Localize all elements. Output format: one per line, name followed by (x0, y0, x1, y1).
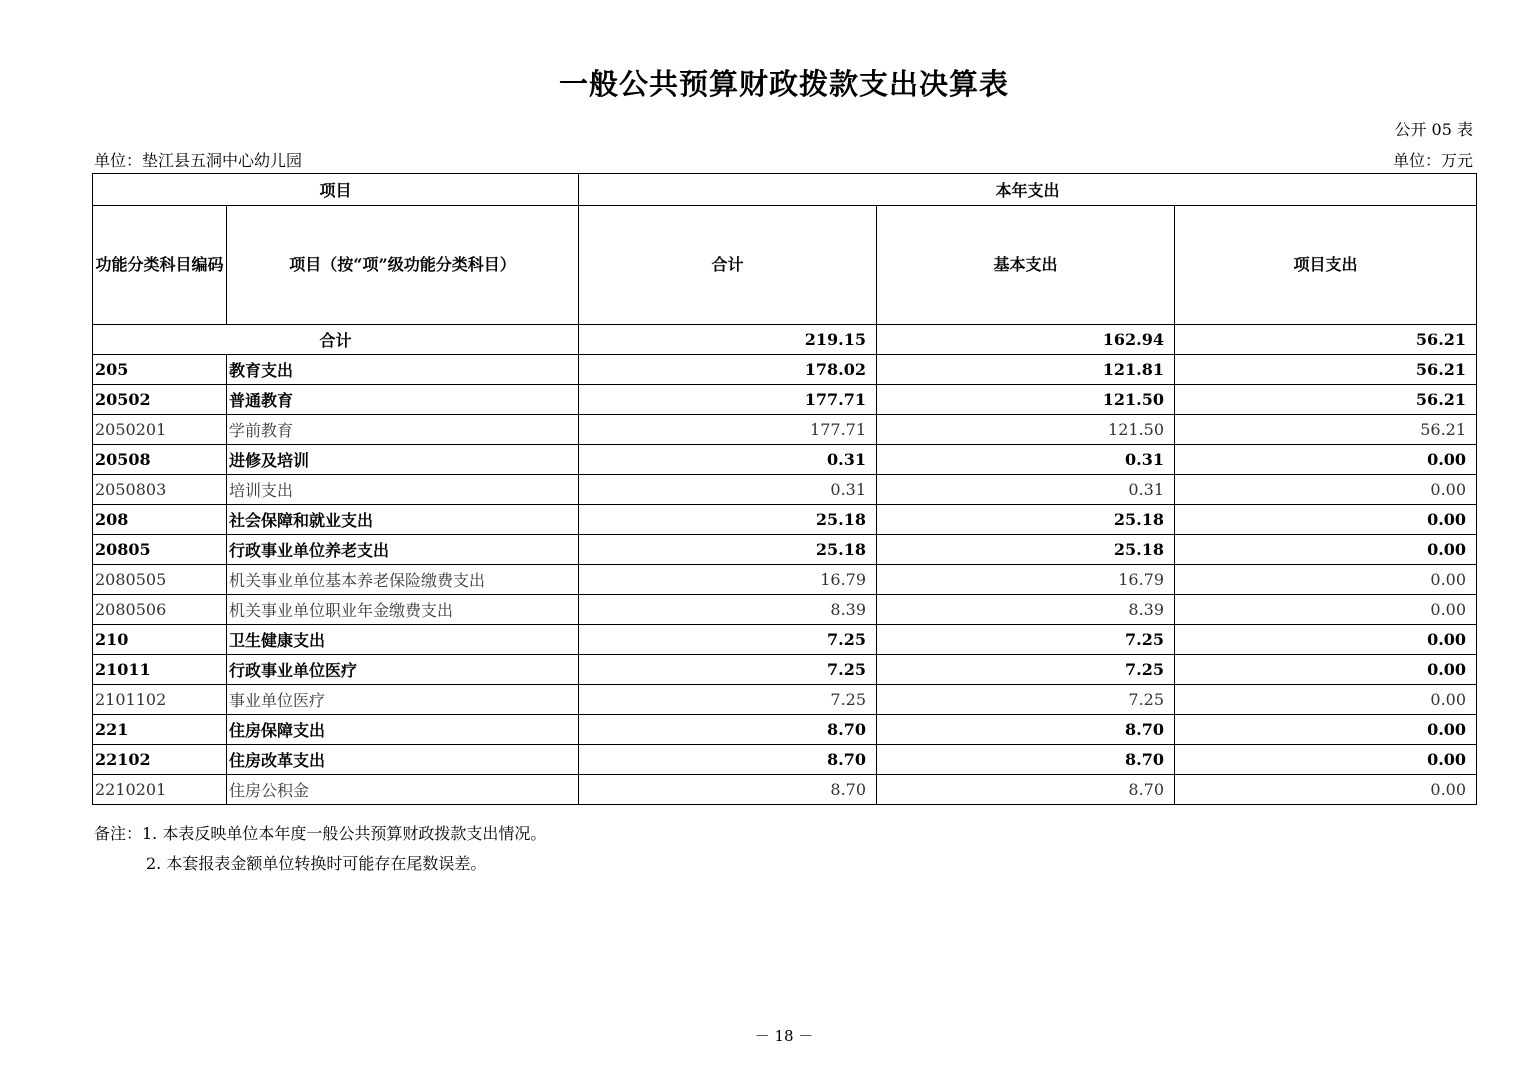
cell-code: 205 (93, 355, 227, 385)
cell-total: 8.70 (579, 715, 877, 745)
cell-project: 0.00 (1175, 505, 1477, 535)
cell-item-name: 住房公积金 (227, 775, 579, 805)
total-sum: 219.15 (579, 325, 877, 355)
header-basic: 基本支出 (877, 206, 1175, 325)
cell-code: 2050803 (93, 475, 227, 505)
table-row (93, 415, 1477, 445)
cell-item-name: 社会保障和就业支出 (227, 505, 579, 535)
table-row (93, 595, 1477, 625)
cell-code: 22102 (93, 745, 227, 775)
organization-unit: 单位：垫江县五洞中心幼儿园 (94, 151, 303, 170)
header-code: 功能分类科目编码 (93, 206, 227, 325)
table-row (93, 655, 1477, 685)
cell-project: 0.00 (1175, 535, 1477, 565)
table-row (93, 625, 1477, 655)
form-number: 公开 05 表 (1394, 120, 1473, 139)
page-number: － 18 － (754, 1027, 814, 1045)
table-row (93, 775, 1477, 805)
note-1: 备注：1. 本表反映单位本年度一般公共预算财政拨款支出情况。 (94, 824, 547, 843)
cell-total: 0.31 (579, 475, 877, 505)
cell-basic: 0.31 (877, 475, 1175, 505)
header-project: 项目 (93, 174, 579, 206)
cell-project: 0.00 (1175, 655, 1477, 685)
cell-project: 0.00 (1175, 775, 1477, 805)
cell-item-name: 卫生健康支出 (227, 625, 579, 655)
cell-project: 0.00 (1175, 685, 1477, 715)
cell-code: 2050201 (93, 415, 227, 445)
cell-item-name: 住房改革支出 (227, 745, 579, 775)
page-title: 一般公共预算财政拨款支出决算表 (558, 67, 1009, 101)
cell-total: 178.02 (579, 355, 877, 385)
cell-total: 25.18 (579, 535, 877, 565)
cell-basic: 121.50 (877, 385, 1175, 415)
table-row (93, 685, 1477, 715)
cell-project: 0.00 (1175, 595, 1477, 625)
table-row (93, 715, 1477, 745)
cell-project: 0.00 (1175, 625, 1477, 655)
cell-basic: 16.79 (877, 565, 1175, 595)
cell-total: 16.79 (579, 565, 877, 595)
cell-item-name: 普通教育 (227, 385, 579, 415)
total-project: 56.21 (1175, 325, 1477, 355)
cell-project: 0.00 (1175, 445, 1477, 475)
table-row (93, 565, 1477, 595)
cell-project: 56.21 (1175, 415, 1477, 445)
cell-basic: 7.25 (877, 625, 1175, 655)
cell-item-name: 行政事业单位养老支出 (227, 535, 579, 565)
cell-basic: 8.70 (877, 775, 1175, 805)
cell-project: 0.00 (1175, 745, 1477, 775)
cell-total: 0.31 (579, 445, 877, 475)
cell-code: 208 (93, 505, 227, 535)
table-row (93, 385, 1477, 415)
cell-total: 7.25 (579, 655, 877, 685)
cell-project: 0.00 (1175, 715, 1477, 745)
cell-code: 2101102 (93, 685, 227, 715)
cell-code: 21011 (93, 655, 227, 685)
total-row (93, 325, 1477, 355)
cell-total: 7.25 (579, 685, 877, 715)
cell-item-name: 学前教育 (227, 415, 579, 445)
header-row-1 (93, 174, 1477, 206)
cell-basic: 25.18 (877, 505, 1175, 535)
cell-project: 56.21 (1175, 355, 1477, 385)
header-current-year: 本年支出 (579, 174, 1477, 206)
expenditure-table (92, 173, 1477, 805)
cell-total: 25.18 (579, 505, 877, 535)
cell-code: 2080505 (93, 565, 227, 595)
cell-item-name: 事业单位医疗 (227, 685, 579, 715)
cell-basic: 7.25 (877, 685, 1175, 715)
cell-code: 210 (93, 625, 227, 655)
money-unit: 单位：万元 (1392, 151, 1473, 170)
header-row-2 (93, 206, 1477, 325)
cell-basic: 7.25 (877, 655, 1175, 685)
cell-code: 20502 (93, 385, 227, 415)
note-2: 2. 本套报表金额单位转换时可能存在尾数误差。 (146, 854, 487, 873)
cell-basic: 0.31 (877, 445, 1175, 475)
cell-code: 2080506 (93, 595, 227, 625)
cell-item-name: 培训支出 (227, 475, 579, 505)
table-row (93, 505, 1477, 535)
cell-basic: 8.70 (877, 745, 1175, 775)
cell-project: 0.00 (1175, 475, 1477, 505)
header-project-expense: 项目支出 (1175, 206, 1477, 325)
cell-item-name: 进修及培训 (227, 445, 579, 475)
cell-basic: 121.81 (877, 355, 1175, 385)
cell-item-name: 教育支出 (227, 355, 579, 385)
header-item: 项目（按“项”级功能分类科目） (227, 206, 579, 325)
cell-code: 221 (93, 715, 227, 745)
cell-total: 7.25 (579, 625, 877, 655)
cell-total: 177.71 (579, 415, 877, 445)
table-row (93, 445, 1477, 475)
cell-item-name: 行政事业单位医疗 (227, 655, 579, 685)
cell-total: 8.70 (579, 775, 877, 805)
cell-basic: 8.70 (877, 715, 1175, 745)
cell-project: 0.00 (1175, 565, 1477, 595)
cell-basic: 8.39 (877, 595, 1175, 625)
cell-item-name: 机关事业单位职业年金缴费支出 (227, 595, 579, 625)
cell-total: 8.39 (579, 595, 877, 625)
cell-basic: 121.50 (877, 415, 1175, 445)
total-label: 合计 (93, 325, 579, 355)
cell-code: 2210201 (93, 775, 227, 805)
cell-item-name: 机关事业单位基本养老保险缴费支出 (227, 565, 579, 595)
cell-project: 56.21 (1175, 385, 1477, 415)
cell-total: 8.70 (579, 745, 877, 775)
cell-basic: 25.18 (877, 535, 1175, 565)
table-row (93, 535, 1477, 565)
cell-code: 20508 (93, 445, 227, 475)
cell-item-name: 住房保障支出 (227, 715, 579, 745)
table-row (93, 355, 1477, 385)
table-row (93, 475, 1477, 505)
header-total: 合计 (579, 206, 877, 325)
total-basic: 162.94 (877, 325, 1175, 355)
table-row (93, 745, 1477, 775)
cell-total: 177.71 (579, 385, 877, 415)
cell-code: 20805 (93, 535, 227, 565)
